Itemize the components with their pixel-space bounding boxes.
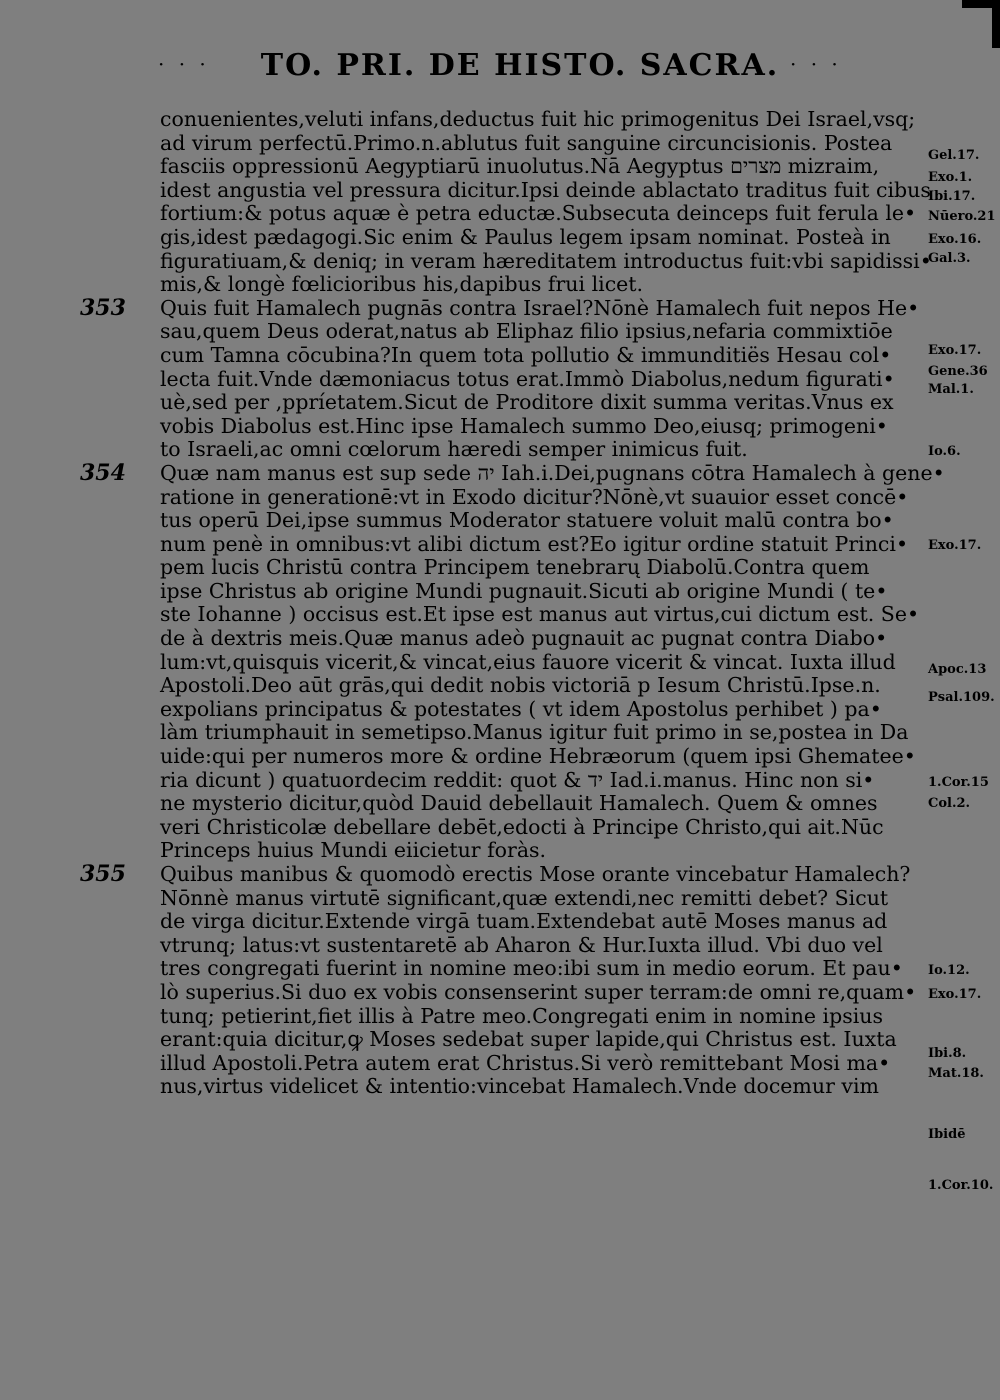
text-line: Princeps huius Mundi eiicietur foràs. (160, 838, 547, 863)
text-line: fasciis oppressionū Aegyptiarū inuolutus.Nā Aegyptus מצרים mizraim, (160, 154, 880, 179)
text-line: lecta fuit.Vnde dæmoniacus totus erat.Immò Diabolus,nedum figurati• (160, 366, 895, 391)
paragraph-number: 355 (80, 861, 126, 887)
text-line: conuenientes,veluti infans,deductus fuit hic primogenitus Dei Israel,vsq; (160, 107, 916, 131)
text-line: tres congregati fuerint in nomine meo:ibi sum in medio eorum. Et pau• (160, 956, 903, 981)
header-left-mark: · · · (158, 52, 210, 76)
text-line: ad virum perfectū.Primo.n.ablutus fuit sanguine circuncisionis. Postea (160, 130, 893, 155)
text-line: pem lucis Christū contra Principem tenebrarų Diabolū.Contra quem (160, 555, 870, 580)
text-line: sau,quem Deus oderat,natus ab Eliphaz filio ipsius,nefaria commixtiōe (160, 319, 893, 344)
text-line: Nōnnè manus virtutē significant,quæ extendi,nec remitti debet? Sicut (160, 885, 889, 910)
margin-note: 1.Cor.15 (928, 775, 989, 790)
text-line: tunq; petierint,fiet illis à Patre meo.Congregati enim in nomine ipsius (160, 1003, 884, 1028)
margin-note: 1.Cor.10. (928, 1178, 994, 1193)
paragraph-353 (80, 294, 920, 462)
text-line: vobis Diabolus est.Hinc ipse Hamalech summo Deo,eiusq; primogeni• (160, 413, 888, 438)
text-line: tus operū Dei,ipse summus Moderator statuere voluit malū contra bo• (160, 508, 894, 533)
text-line: mis,& longè fœlicioribus his,dapibus frui licet. (160, 272, 644, 297)
paragraph-intro (160, 107, 932, 297)
margin-note: Nūero.21 (928, 209, 996, 224)
running-head: TO. PRI. DE HISTO. SACRA. (260, 48, 780, 83)
page-corner-mark (962, 0, 1000, 48)
margin-note: Io.6. (928, 444, 961, 459)
text-line: vtrunq; latus:vt sustentaretē ab Aharon & Hur.Iuxta illud. Vbi duo vel (160, 932, 883, 957)
text-line: expolians principatus & potestates ( vt idem Apostolus perhibet ) pa• (160, 696, 882, 721)
margin-note: Mat.18. (928, 1066, 984, 1081)
text-line: ipse Christus ab origine Mundi pugnauit.Sicuti ab origine Mundi ( te• (160, 578, 888, 603)
paragraph-number: 353 (80, 294, 126, 321)
margin-note: Exo.1. (928, 170, 973, 185)
text-line: lò superius.Si duo ex vobis consenserint super terram:de omni re,quam• (160, 979, 917, 1004)
text-line: ste Iohanne ) occisus est.Et ipse est manus aut virtus,cui dictum est. Se• (160, 602, 920, 627)
text-line: erant:quia dicitur,ꝙ Moses sedebat super lapide,qui Christus est. Iuxta (160, 1027, 897, 1052)
text-line: idest angustia vel pressura dicitur.Ipsi deinde ablactato traditus fuit cibus (160, 177, 931, 202)
margin-note: Apoc.13 (928, 662, 987, 677)
margin-note: Mal.1. (928, 382, 974, 397)
text-line: uè,sed per ,ppríetatem.Sicut de Proditore dixit summa veritas.Vnus ex (160, 390, 894, 415)
text-line: gis,idest pædagogi.Sic enim & Paulus legem ipsam nominat. Posteà in (160, 224, 891, 249)
text-line: fortium:& potus aquæ è petra eductæ.Subsecuta deinceps fuit ferula le• (160, 201, 917, 226)
margin-note: Gal.3. (928, 251, 971, 266)
text-line: to Israeli,ac omni cœlorum hæredi semper inimicus fuit. (160, 437, 748, 462)
paragraph-number: 354 (80, 459, 126, 486)
margin-note: Exo.17. (928, 538, 982, 553)
paragraph-355 (80, 861, 917, 1099)
margin-note: Exo.17. (928, 343, 982, 358)
margin-note: Gel.17. (928, 148, 980, 163)
margin-note: Ibidē (928, 1127, 966, 1142)
text-line: num penè in omnibus:vt alibi dictum est?Eo igitur ordine statuit Princi• (160, 531, 909, 556)
text-line: cum Tamna cōcubina?In quem tota pollutio & immunditiës Hesau col• (160, 342, 892, 367)
text-line: figuratiuam,& deniq; in veram hæreditatem introductus fuit:vbi sapidissi• (160, 248, 932, 273)
text-line: Quibus manibus & quomodò erectis Mose orante vincebatur Hamalech? (160, 862, 911, 886)
margin-note: Ibi.17. (928, 189, 976, 204)
text-line: ria dicunt ) quatuordecim reddit: quot & יד Iad.i.manus. Hinc non si• (160, 767, 875, 792)
margin-note: Ibi.8. (928, 1046, 967, 1061)
text-line: de virga dicitur.Extende virgā tuam.Extendebat autē Moses manus ad (160, 909, 888, 934)
text-line: de à dextris meis.Quæ manus adeò pugnauit ac pugnat contra Diabo• (160, 626, 888, 651)
margin-note: Col.2. (928, 796, 971, 811)
text-line: Quis fuit Hamalech pugnās contra Israel?Nōnè Hamalech fuit nepos He• (160, 295, 920, 320)
text-line: Apostoli.Deo aūt grās,qui dedit nobis victoriā p Iesum Christū.Ipse.n. (160, 673, 881, 698)
text-line: lum:vt,quisquis vicerit,& vincat,eius fauore vicerit & vincat. Iuxta illud (160, 649, 896, 674)
text-line: uide:qui per numeros more & ordine Hebræorum (quem ipsi Ghematee• (160, 744, 916, 769)
text-line: veri Christicolæ debellare debēt,edocti à Principe Christo,qui ait.Nūc (160, 814, 884, 839)
header-right-mark: · · · (790, 52, 842, 76)
text-line: nus,virtus videlicet & intentio:vincebat Hamalech.Vnde docemur vim (160, 1074, 879, 1099)
margin-note: Gene.36 (928, 364, 988, 379)
margin-note: Psal.109. (928, 690, 995, 705)
text-line: illud Apostoli.Petra autem erat Christus.Si verò remittebant Mosi ma• (160, 1050, 891, 1075)
text-line: Quæ nam manus est sup sede יה Iah.i.Dei,pugnans cōtra Hamalech à gene• (160, 460, 945, 485)
text-line: làm triumphauit in semetipso.Manus igitur fuit primo in se,postea in Da (160, 720, 909, 745)
margin-note: Exo.17. (928, 987, 982, 1002)
text-line: ne mysterio dicitur,quòd Dauid debellauit Hamalech. Quem & omnes (160, 791, 878, 816)
paragraph-354 (80, 459, 945, 863)
margin-note: Io.12. (928, 963, 970, 978)
text-line: ratione in generationē:vt in Exodo dicitur?Nōnè,vt suauior esset concē• (160, 484, 909, 509)
margin-note: Exo.16. (928, 232, 982, 247)
